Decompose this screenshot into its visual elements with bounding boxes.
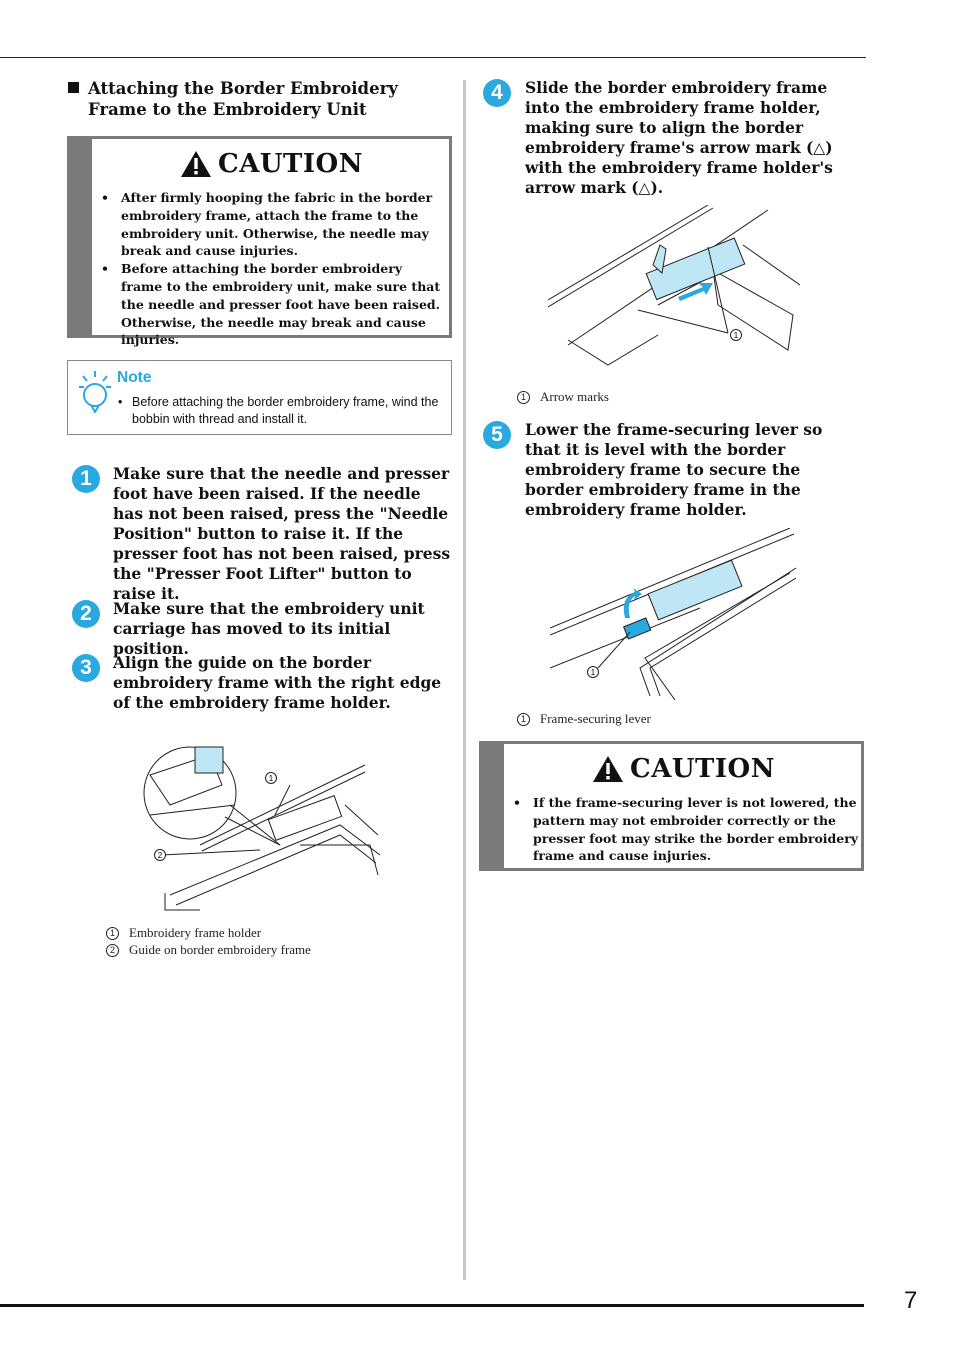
figure-align-guide [140, 745, 380, 913]
step-text: Align the guide on the border embroidery frame with the right edge of the embroidery frame holder. [113, 653, 442, 712]
callout-1: 1 [590, 668, 596, 677]
caution-item: • After firmly hooping the fabric in the border embroidery frame, attach the frame to the embroidery unit. Otherwise, the needle may break and cause injuries. [99, 189, 447, 260]
step-number-badge: 4 [483, 79, 511, 107]
step-text: Slide the border embroidery frame into the embroidery frame holder, making sure to align the border embroidery frame's arrow mark (△) with the embroidery frame holder's arrow mark (△). [525, 78, 833, 197]
figure-caption: 1 Arrow marks [517, 388, 609, 405]
caution-title: CAUTION [218, 149, 363, 179]
callout-2: 2 [157, 851, 163, 860]
section-heading: Attaching the Border Embroidery Frame to the Embroidery Unit [68, 78, 448, 120]
caution-title: CAUTION [630, 754, 775, 784]
figure-lower-lever [550, 528, 796, 700]
note-lightbulb-icon [78, 369, 112, 413]
page-number: 7 [904, 1287, 918, 1314]
step-text: Make sure that the needle and presser foot have been raised. If the needle has not been raised, press the "Needle Position" button to raise it. If the presser foot has not been raised, press the "Presser Foot Lifter" button to raise it. [113, 464, 451, 603]
caution-list [511, 794, 859, 865]
caution-list [99, 189, 447, 349]
bottom-rule [0, 1304, 864, 1307]
step-text: Lower the frame-securing lever so that it is level with the border embroidery frame to secure the border embroidery frame in the embroidery frame holder. [525, 420, 823, 519]
figure-slide-frame [548, 205, 800, 375]
figure-caption: 1 Frame-securing lever [517, 710, 651, 727]
callout-1: 1 [268, 774, 274, 783]
step-number-badge: 5 [483, 421, 511, 449]
square-bullet-icon [68, 82, 79, 93]
note-item: • Before attaching the border embroidery frame, wind the bobbin with thread and install it. [118, 395, 439, 426]
caution-item: • If the frame-securing lever is not lowered, the pattern may not embroider correctly or the presser foot may strike the border embroidery frame and cause injuries. [511, 794, 859, 865]
column-divider [463, 80, 466, 1280]
step-number-badge: 1 [72, 465, 100, 493]
note-title: Note [117, 369, 152, 386]
caution-box-2 [479, 741, 864, 871]
warning-triangle-icon [592, 755, 624, 783]
figure-caption: 1 Embroidery frame holder 2 Guide on border embroidery frame [106, 924, 311, 958]
callout-1: 1 [733, 331, 739, 340]
warning-triangle-icon [180, 150, 212, 178]
top-rule [0, 57, 866, 58]
caution-box-1 [67, 136, 452, 348]
step-number-badge: 2 [72, 600, 100, 628]
step-text: Make sure that the embroidery unit carriage has moved to its initial position. [113, 599, 425, 658]
step-number-badge: 3 [72, 654, 100, 682]
caution-item: • Before attaching the border embroidery frame to the embroidery unit, make sure that the needle and presser foot have been raised. Otherwise, the needle may break and cause injuries. [99, 260, 447, 349]
note-box [67, 360, 452, 435]
